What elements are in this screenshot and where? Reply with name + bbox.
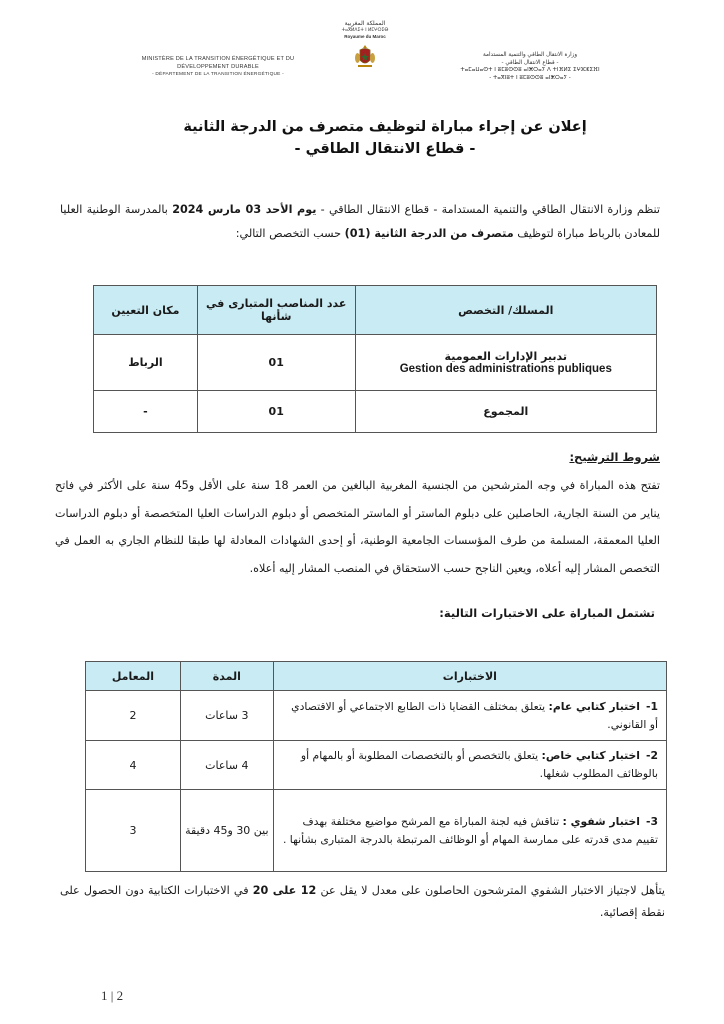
page-number: 1 | 2 [101,988,124,1003]
exam-number: 3- [646,814,658,828]
exams-table [85,661,667,872]
intro-text-2: بالمدرسة الوطنية العليا للمعادن بالرباط مباراة لتوظيف [60,203,660,240]
specialty-cell [355,335,656,391]
table-row [94,335,657,391]
header-specialty: المسلك/ التخصص [355,286,656,335]
specialty-arabic: تدبير الإدارات العمومية [444,350,568,363]
title-line-2: - قطاع الانتقال الطاقي - [294,141,476,157]
exam-description-cell [273,790,666,872]
exam-duration-cell: بين 30 و45 دقيقة [180,790,273,872]
exam-coefficient-cell: 3 [86,790,181,872]
exam-date: يوم الأحد 03 مارس 2024 [172,203,317,216]
table-row [86,691,667,741]
positions-count-cell: 01 [197,335,355,391]
table-header-row [86,662,667,691]
header-location: مكان التعيين [94,286,198,335]
french-department-name: - DÉPARTEMENT DE LA TRANSITION ÉNERGÉTIQUE - [152,72,284,77]
eligibility-text-1: يتأهل لاجتياز الاختبار الشفوي المترشحون الحاصلون على معدل لا يقل عن [316,884,665,897]
exam-number: 1- [646,699,658,713]
exams-heading: تشتمل المباراة على الاختبارات التالية: [439,606,655,620]
arabic-ministry-name: وزارة الانتقال الطاقي والتنمية المستدامة [482,52,578,58]
coat-of-arms-icon [354,44,376,70]
exam-duration-cell: 4 ساعات [180,741,273,790]
tifinagh-department-name: - ⵜⴰⴳⵏⵓⵜ ⵏ ⵓⵎⵓⵙⵙⵓ ⴰⵏⵥⵔⴰⵢ - [489,74,571,81]
header-french-block [118,55,318,79]
exam-description: تناقش فيه لجنة المباراة مع المرشح مواضيع مختلفة بهدف تقييم مدى قدرته على ممارسة المهام أو الوظائف المرتبطة بالدرجة المتبارى بشأنها . [282,814,658,846]
exam-name: اختبار كتابي خاص: [541,749,640,762]
header-coefficient: المعامل [86,662,181,691]
conditions-paragraph: تفتح هذه المباراة في وجه المترشحين من الجنسية المغربية البالغين من العمر 18 سنة على الأقل و45 سنة على الأكثر في فاتح يناير من السنة الجارية، الحاصلين على دبلوم الماستر أو الماستر المتخصص أو دبلوم الدراسات العليا المتخصصة أو دبلوم الدراسات العليا المعمقة، المسلمة من طرف المؤسسات الجامعية الوطنية، أو إحدى الشهادات المعادلة لها طبقا للنظام الجاري به العمل في التخصص المشار إليه أعلاه، ويعين الناجح حسب الاستحقاق في المنصب المشار إليه أعلاه. [55,479,660,575]
table-row [86,741,667,790]
exam-coefficient-cell: 4 [86,741,181,790]
intro-text-1: تنظم وزارة الانتقال الطاقي والتنمية المستدامة - قطاع الانتقال الطاقي - [316,203,660,216]
header-arabic-block [410,52,650,82]
exam-name: اختبار كتابي عام: [548,699,640,713]
header-exams: الاختبارات [273,662,666,691]
exam-coefficient-cell: 2 [86,691,181,741]
kingdom-arabic: المملكة المغربية [344,20,386,27]
arabic-department-name: - قطاع الانتقال الطاقي - [501,59,559,66]
minimum-score: 12 على 20 [252,884,317,897]
exam-description-cell [273,741,666,790]
intro-text-3: حسب التخصص التالي: [235,227,345,240]
eligibility-text-2: في الاختبارات الكتابية دون الحصول على نقطة إقصائية. [60,884,665,919]
positions-table [93,285,657,433]
exam-description: يتعلق بالتخصص أو بالتخصصات المطلوبة أو بالمهام أو بالوظائف المطلوب شغلها. [300,749,658,780]
eligibility-paragraph [60,880,665,924]
location-cell: الرباط [94,335,198,391]
kingdom-french: Royaume du Maroc [344,34,386,39]
header-duration: المدة [180,662,273,691]
conditions-heading: شروط الترشيح: [569,450,660,464]
total-label: المجموع [355,391,656,433]
position-grade: متصرف من الدرجة الثانية (01) [344,227,514,240]
document-title [150,116,620,160]
french-ministry-name: MINISTÈRE DE LA TRANSITION ÉNERGÉTIQUE ET DU DÉVELOPPEMENT DURABLE [141,56,295,70]
kingdom-tifinagh: ⵜⴰⴳⵍⴷⵉⵜ ⵏ ⵍⵎⵖⵔⵉⴱ [341,28,389,33]
exam-name: اختبار شفوي : [562,814,640,828]
total-location: - [94,391,198,433]
title-line-1: إعلان عن إجراء مباراة لتوظيف متصرف من الدرجة الثانية [183,119,587,135]
table-total-row [94,391,657,433]
exam-description: يتعلق بمختلف القضايا ذات الطابع الاجتماعي أو الاقتصادي أو القانوني. [291,699,658,731]
header-emblem-block [330,20,400,70]
table-header-row [94,286,657,335]
exam-number: 2- [646,749,658,762]
table-row [86,790,667,872]
intro-paragraph [60,198,660,246]
tifinagh-ministry-name: ⵜⴰⵎⴰⵡⴰⵙⵜ ⵏ ⵓⵎⵓⵙⵙⵓ ⴰⵏⵥⵔⴰⵢ ⴷ ⵜⵏⴼⵍⵉ ⵉⵖⵣⵣⵉⴼⵏ [460,67,600,73]
header-positions-count: عدد المناصب المتبارى في شأنها [197,286,355,335]
exam-duration-cell: 3 ساعات [180,691,273,741]
total-count: 01 [197,391,355,433]
exam-description-cell [273,691,666,741]
specialty-french: Gestion des administrations publiques [399,363,612,375]
